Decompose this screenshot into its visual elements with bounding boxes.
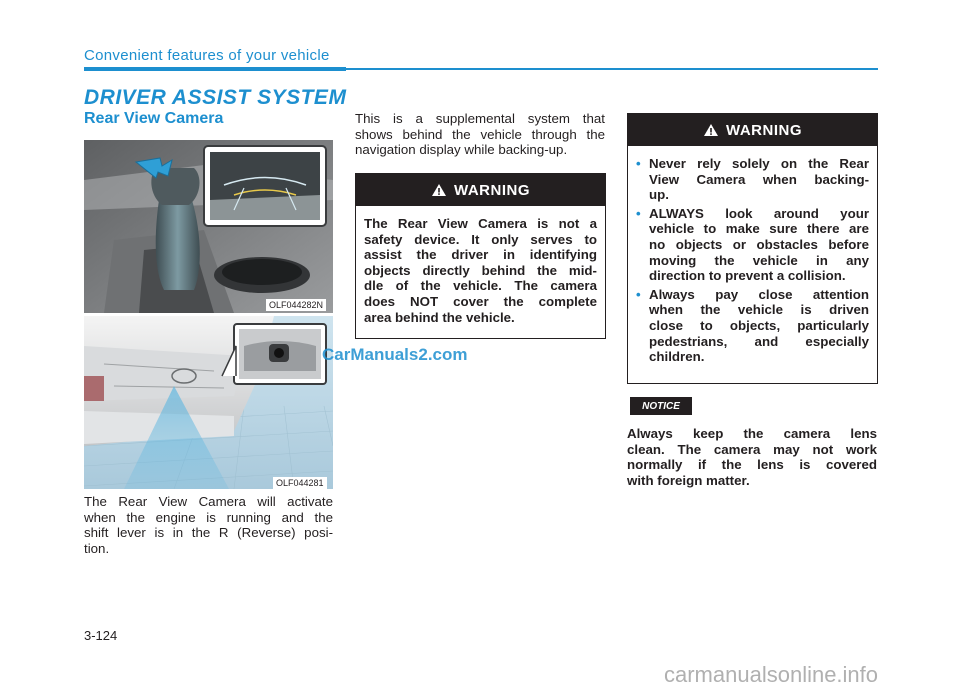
text-line: pedestrians, and especially bbox=[649, 333, 869, 349]
text-line: direction to prevent a collision. bbox=[649, 268, 846, 284]
text-line: assist the driver in identifying bbox=[364, 247, 597, 263]
chapter-title: DRIVER ASSIST SYSTEM bbox=[84, 86, 347, 109]
header-rule bbox=[346, 68, 878, 70]
text-line: normally if the lens is covered bbox=[627, 457, 877, 473]
text-line: no objects or obstacles before bbox=[649, 236, 869, 252]
rear-camera-image bbox=[84, 316, 333, 489]
image-code-rear: OLF044281 bbox=[273, 477, 327, 489]
text-line: Never rely solely on the Rear bbox=[649, 156, 869, 171]
warning-body bbox=[628, 146, 877, 365]
warning-box-2 bbox=[627, 113, 878, 384]
bullet-icon: • bbox=[636, 205, 641, 221]
text-line: moving the vehicle in any bbox=[649, 252, 869, 268]
warning-title: WARNING bbox=[726, 121, 802, 139]
text-line: This is a supplemental system that bbox=[355, 111, 605, 126]
warning-header bbox=[628, 114, 877, 146]
text-line: tion. bbox=[84, 540, 110, 556]
text-line: close to objects, particularly bbox=[649, 317, 869, 333]
text-line: does NOT cover the complete bbox=[364, 293, 597, 309]
warning-body bbox=[356, 206, 605, 325]
bullet-icon: • bbox=[636, 156, 641, 171]
middle-paragraph bbox=[355, 111, 605, 158]
notice-badge: NOTICE bbox=[630, 397, 692, 415]
text-line: objects directly behind the mid- bbox=[364, 262, 597, 278]
warning-title: WARNING bbox=[454, 181, 530, 199]
shift-lever-illustration bbox=[84, 140, 333, 313]
text-line: Always pay close attention bbox=[649, 286, 869, 302]
text-line: children. bbox=[649, 349, 705, 365]
text-line: up. bbox=[649, 187, 669, 203]
text-line: dle of the vehicle. The camera bbox=[364, 278, 597, 294]
text-line: when the vehicle is driven bbox=[649, 302, 869, 318]
text-line: with foreign matter. bbox=[627, 472, 750, 488]
bullet-item bbox=[636, 156, 869, 203]
bullet-item bbox=[636, 287, 869, 365]
text-line: The Rear View Camera is not a bbox=[364, 216, 597, 231]
header-rule-accent bbox=[84, 67, 346, 71]
text-line: Always keep the camera lens bbox=[627, 426, 877, 441]
rear-camera-illustration bbox=[84, 316, 333, 489]
page-number: 3-124 bbox=[84, 628, 118, 643]
image-code-gear: OLF044282N bbox=[266, 299, 326, 311]
bullet-item bbox=[636, 206, 869, 284]
text-line: shows behind the vehicle through the bbox=[355, 126, 605, 142]
footer-watermark: carmanualsonline.info bbox=[664, 662, 879, 687]
section-title: Convenient features of your vehicle bbox=[84, 47, 330, 64]
subsection-title: Rear View Camera bbox=[84, 110, 224, 127]
bullet-icon: • bbox=[636, 286, 641, 302]
warning-triangle-icon bbox=[431, 183, 447, 197]
warning-triangle-icon bbox=[703, 123, 719, 137]
warning-header bbox=[356, 174, 605, 206]
warning-box-1 bbox=[355, 173, 606, 339]
text-line: The Rear View Camera will activate bbox=[84, 494, 333, 509]
text-line: navigation display while backing-up. bbox=[355, 142, 568, 158]
text-line: safety device. It only serves to bbox=[364, 231, 597, 247]
watermark-link[interactable]: CarManuals2.com bbox=[322, 345, 468, 364]
text-line: when the engine is running and the bbox=[84, 509, 333, 525]
text-line: vehicle to make sure there are bbox=[649, 221, 869, 237]
notice-paragraph bbox=[627, 426, 877, 488]
text-line: shift lever is in the R (Reverse) posi- bbox=[84, 525, 333, 541]
left-paragraph bbox=[84, 494, 333, 556]
text-line: area behind the vehicle. bbox=[364, 309, 515, 325]
text-line: ALWAYS look around your bbox=[649, 205, 869, 221]
text-line: View Camera when backing- bbox=[649, 171, 869, 187]
text-line: clean. The camera may not work bbox=[627, 441, 877, 457]
shift-lever-image bbox=[84, 140, 333, 313]
